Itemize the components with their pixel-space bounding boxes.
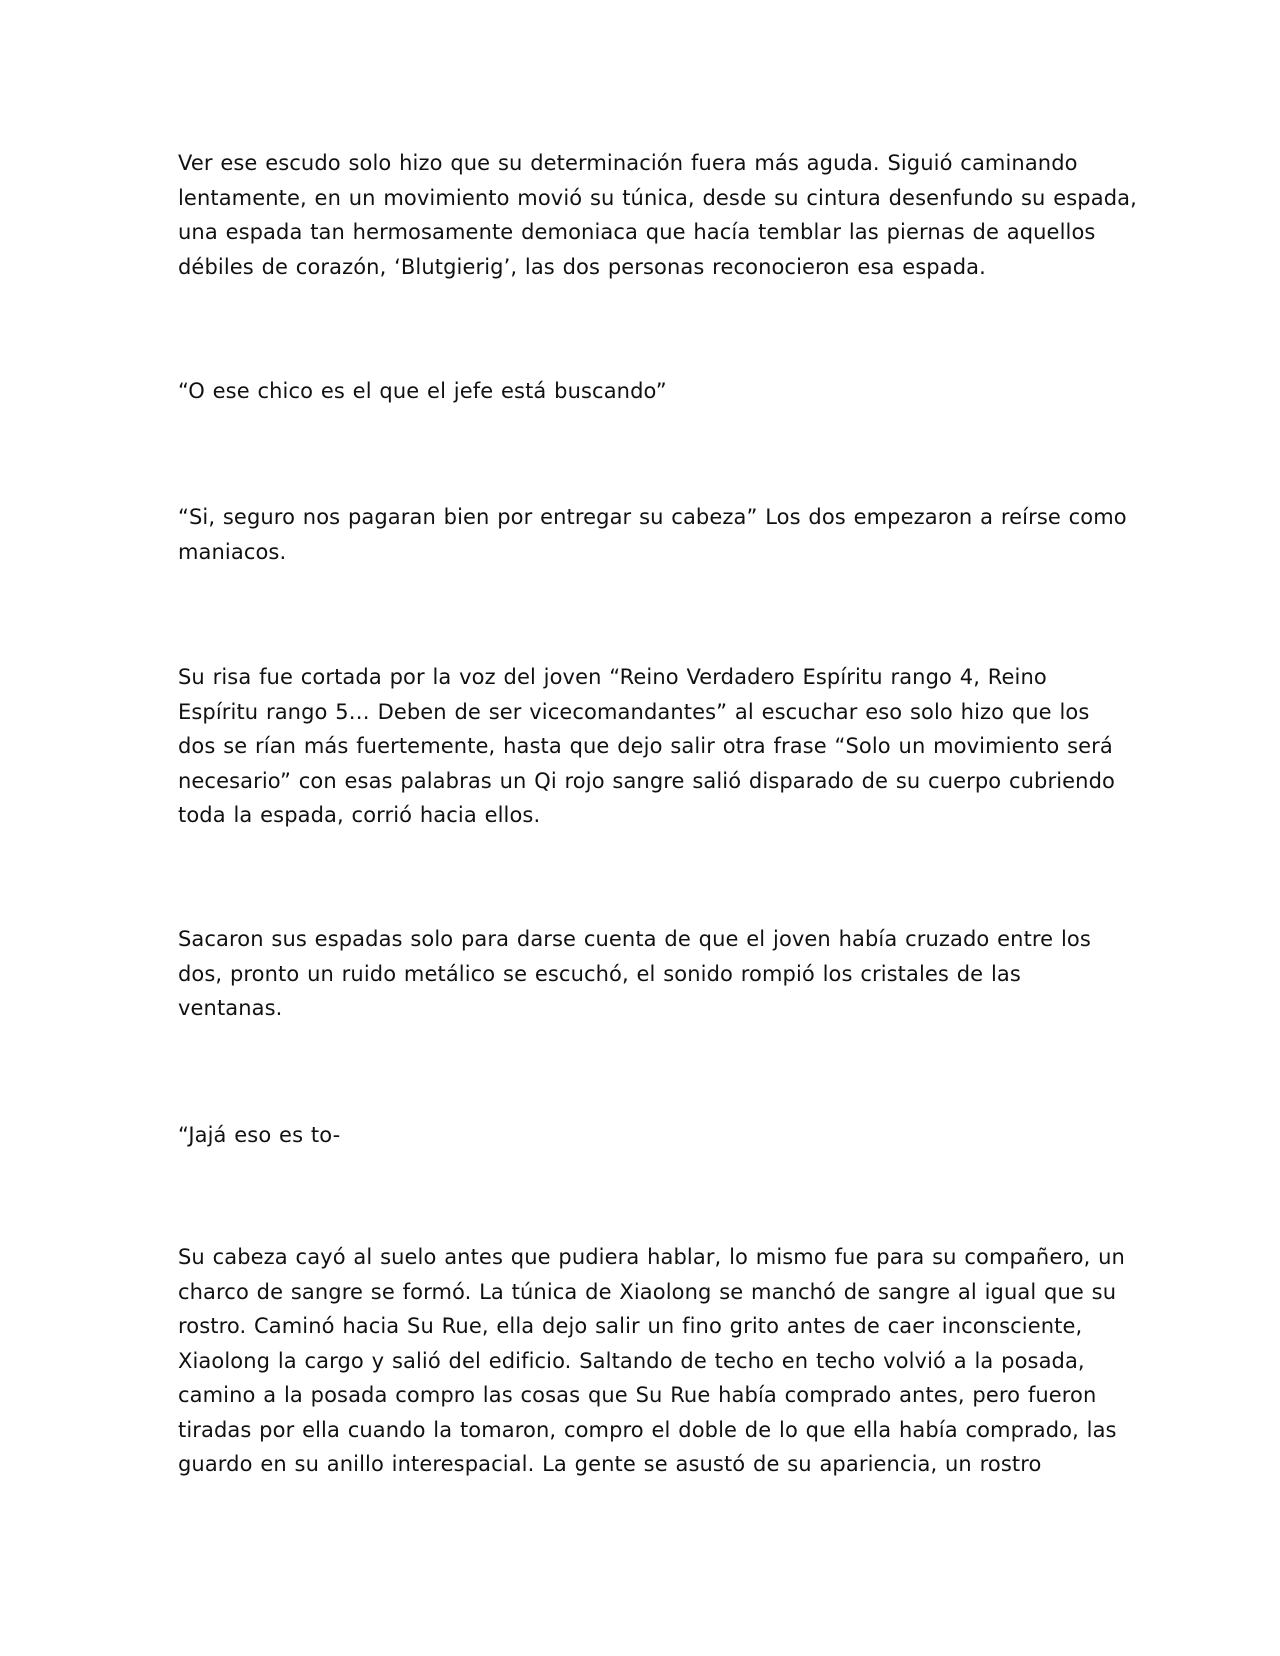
- paragraph-5: [178, 922, 1118, 1026]
- text-line: rostro. Caminó hacia Su Rue, ella dejo salir un fino grito antes de caer inconsciente,: [178, 1314, 1083, 1338]
- text-line: Su risa fue cortada por la voz del joven “Reino Verdadero Espíritu rango 4, Reino: [178, 665, 1047, 689]
- text-line: Ver ese escudo solo hizo que su determinación fuera más aguda. Siguió caminando: [178, 151, 1078, 175]
- paragraph-1: [178, 146, 1137, 284]
- text-line: camino a la posada compro las cosas que Su Rue había comprado antes, pero fueron: [178, 1383, 1097, 1407]
- text-line: toda la espada, corrió hacia ellos.: [178, 803, 541, 827]
- text-line: necesario” con esas palabras un Qi rojo sangre salió disparado de su cuerpo cubriendo: [178, 768, 1115, 793]
- paragraph-7: [178, 1240, 1125, 1482]
- text-line: Su cabeza cayó al suelo antes que pudiera hablar, lo mismo fue para su compañero, un: [178, 1245, 1125, 1269]
- text-line: “O ese chico es el que el jefe está buscando”: [178, 379, 667, 403]
- text-line: débiles de corazón, ‘Blutgierig’, las dos personas reconocieron esa espada.: [178, 254, 986, 279]
- text-line: Sacaron sus espadas solo para darse cuenta de que el joven había cruzado entre los: [178, 927, 1091, 951]
- paragraph-4: [178, 660, 1118, 833]
- text-line: tiradas por ella cuando la tomaron, compro el doble de lo que ella había comprado, las: [178, 1417, 1117, 1442]
- text-line: Xiaolong la cargo y salió del edificio. Saltando de techo en techo volvió a la posada,: [178, 1348, 1085, 1373]
- paragraph-6: [178, 1118, 1118, 1153]
- paragraph-3: [178, 500, 1127, 569]
- text-line: una espada tan hermosamente demoniaca que hacía temblar las piernas de aquellos: [178, 220, 1096, 244]
- text-line: charco de sangre se formó. La túnica de Xiaolong se manchó de sangre al igual que su: [178, 1279, 1117, 1304]
- text-line: dos se rían más fuertemente, hasta que dejo salir otra frase “Solo un movimiento será: [178, 734, 1113, 758]
- text-line: Espíritu rango 5… Deben de ser vicecomandantes” al escuchar eso solo hizo que los: [178, 699, 1090, 724]
- text-line: “Jajá eso es to-: [178, 1123, 341, 1147]
- text-line: dos, pronto un ruido metálico se escuchó, el sonido rompió los cristales de las: [178, 961, 1021, 986]
- text-line: lentamente, en un movimiento movió su túnica, desde su cintura desenfundo su espada,: [178, 185, 1137, 210]
- text-line: “Si, seguro nos pagaran bien por entregar su cabeza” Los dos empezaron a reírse como: [178, 505, 1127, 529]
- text-line: guardo en su anillo interespacial. La gente se asustó de su apariencia, un rostro: [178, 1452, 1042, 1476]
- text-line: ventanas.: [178, 996, 283, 1020]
- paragraph-2: [178, 374, 1118, 409]
- text-line: maniacos.: [178, 539, 287, 564]
